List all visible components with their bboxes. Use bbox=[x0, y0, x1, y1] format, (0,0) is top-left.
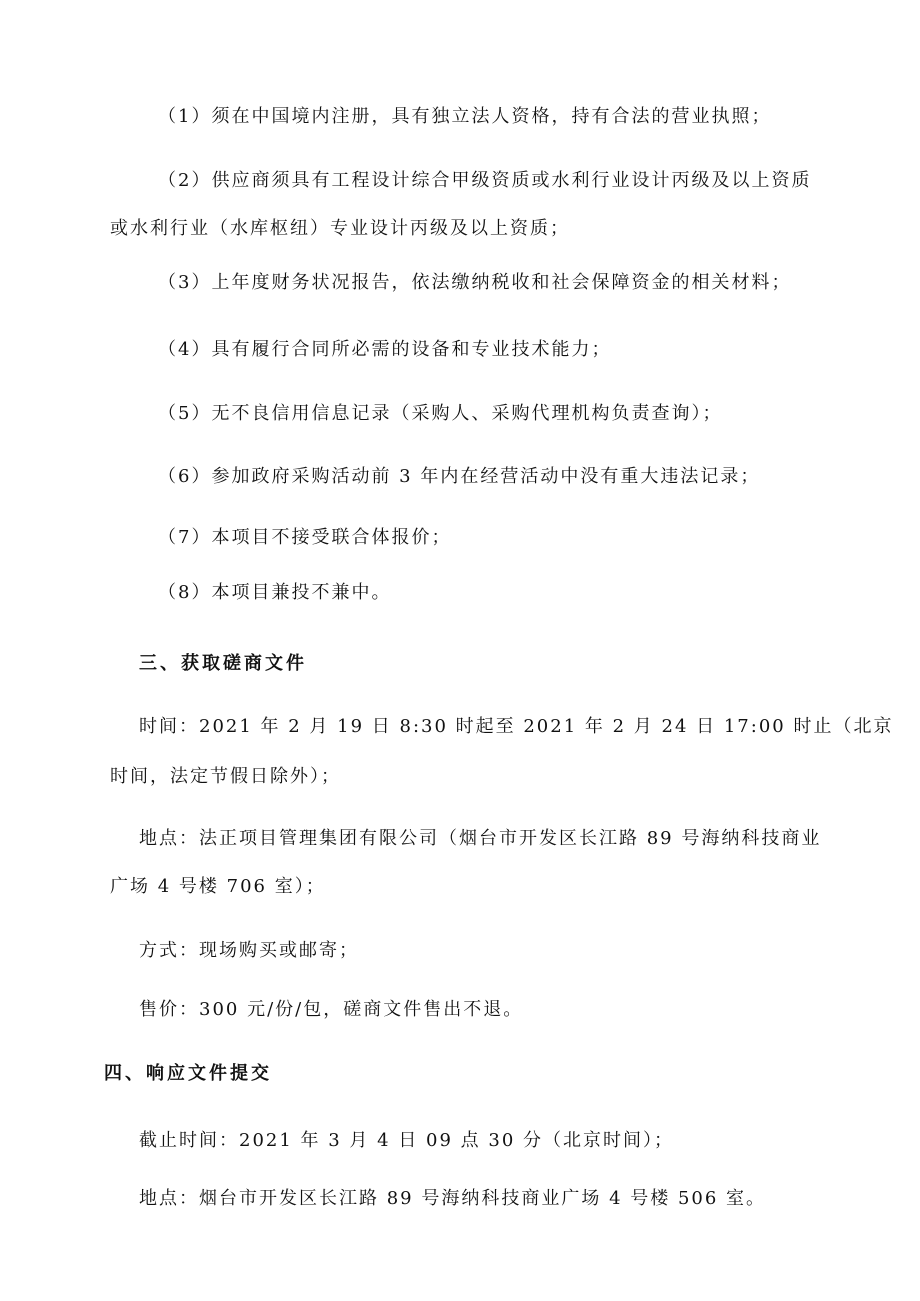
section-4-deadline: 截止时间：2021 年 3 月 4 日 09 点 30 分（北京时间）； bbox=[139, 1130, 675, 1151]
section-3-place-line-1: 地点：法正项目管理集团有限公司（烟台市开发区长江路 89 号海纳科技商业 bbox=[139, 828, 822, 849]
requirement-2-line-1: （2）供应商须具有工程设计综合甲级资质或水利行业设计丙级及以上资质 bbox=[158, 170, 812, 191]
section-3-time-line-1: 时间：2021 年 2 月 19 日 8:30 时起至 2021 年 2 月 24 日 17:00 时止（北京 bbox=[139, 716, 894, 737]
section-3-place-line-2: 广场 4 号楼 706 室）； bbox=[110, 876, 326, 897]
section-3-time-line-2: 时间，法定节假日除外）； bbox=[110, 766, 341, 787]
section-3-price: 售价：300 元/份/包，磋商文件售出不退。 bbox=[139, 999, 524, 1020]
requirement-1: （1）须在中国境内注册，具有独立法人资格，持有合法的营业执照； bbox=[158, 106, 772, 127]
requirement-3: （3）上年度财务状况报告，依法缴纳税收和社会保障资金的相关材料； bbox=[158, 272, 792, 293]
requirement-5: （5）无不良信用信息记录（采购人、采购代理机构负责查询）； bbox=[158, 403, 723, 424]
requirement-6: （6）参加政府采购活动前 3 年内在经营活动中没有重大违法记录； bbox=[158, 466, 761, 487]
requirement-8: （8）本项目兼投不兼中。 bbox=[158, 582, 392, 603]
section-3-method: 方式：现场购买或邮寄； bbox=[139, 940, 359, 961]
section-3-heading: 三、获取磋商文件 bbox=[139, 653, 307, 674]
section-4-heading: 四、响应文件提交 bbox=[104, 1063, 272, 1084]
requirement-7: （7）本项目不接受联合体报价； bbox=[158, 527, 452, 548]
section-4-place: 地点：烟台市开发区长江路 89 号海纳科技商业广场 4 号楼 506 室。 bbox=[139, 1188, 767, 1209]
requirement-2-line-2: 或水利行业（水库枢纽）专业设计丙级及以上资质； bbox=[110, 218, 570, 239]
requirement-4: （4）具有履行合同所必需的设备和专业技术能力； bbox=[158, 339, 612, 360]
